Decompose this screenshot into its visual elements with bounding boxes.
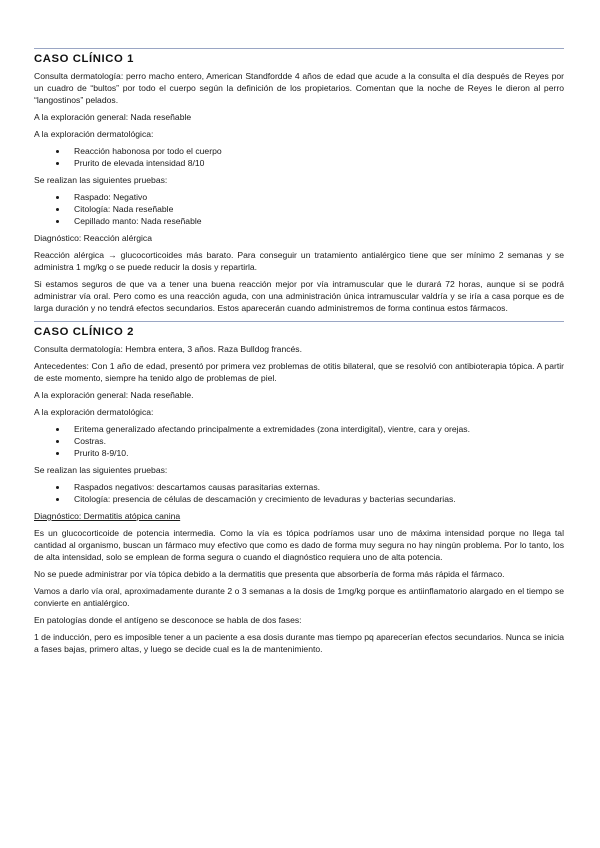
list-item: • Raspados negativos: descartamos causas parasitarias externas. <box>68 481 564 493</box>
case-2-tests-intro: Se realizan las siguientes pruebas: <box>34 465 168 475</box>
case-2-paragraph: 1 de inducción, pero es imposible tener a un paciente a esa dosis durante mas tiempo pq aparecerían efectos secundarios. Nunca se inicia a fases bajas, primero altas, y luego se decide cual es la de mantenimiento. <box>34 632 564 654</box>
case-2-paragraph: Es un glucocorticoide de potencia intermedia. Como la vía es tópica podríamos usar uno de máxima intensidad porque no llega tal cantidad al organismo, buscan un fármaco muy efectivo que como es dado de forma muy segura no hay ningún problema. Por lo tanto, los de alta intensidad, solo se emplean de forma segura o cuando el diagnóstico requiera uno de alta potencia. <box>34 528 564 562</box>
list-item: • Prurito de elevada intensidad 8/10 <box>68 157 564 169</box>
list-item: • Costras. <box>68 435 564 447</box>
section-divider <box>34 321 564 322</box>
case-1-general-exam: A la exploración general: Nada reseñable <box>34 112 192 122</box>
list-item: • Citología: Nada reseñable <box>68 203 564 215</box>
case-2-title: CASO CLÍNICO 2 <box>34 326 135 338</box>
list-item: • Cepillado manto: Nada reseñable <box>68 215 564 227</box>
list-item: • Reacción habonosa por todo el cuerpo <box>68 145 564 157</box>
case-2-paragraph: Vamos a darlo vía oral, aproximadamente durante 2 o 3 semanas a la dosis de 1mg/kg porque es antiinflamatorio alargado en el tiempo se convierte en antialérgico. <box>34 586 564 608</box>
list-item: • Citología: presencia de células de descamación y crecimiento de levaduras y bacterias secundarias. <box>68 493 564 505</box>
case-1-tests-intro: Se realizan las siguientes pruebas: <box>34 175 168 185</box>
case-2-paragraph: No se puede administrar por vía tópica debido a la dermatitis que presenta que absorbería de forma más rápida el fármaco. <box>34 569 505 579</box>
list-item: • Raspado: Negativo <box>68 191 564 203</box>
case-2-derm-list <box>34 423 564 459</box>
case-1-title: CASO CLÍNICO 1 <box>34 53 135 65</box>
case-2-consult: Consulta dermatología: Hembra entera, 3 años. Raza Bulldog francés. <box>34 344 302 354</box>
case-1-diagnosis: Diagnóstico: Reacción alérgica <box>34 233 152 243</box>
list-item: • Eritema generalizado afectando principalmente a extremidades (zona interdigital), vientre, cara y orejas. <box>68 423 564 435</box>
case-2-tests-list <box>34 481 564 505</box>
case-2-derm-intro: A la exploración dermatológica: <box>34 407 154 417</box>
case-1-paragraph: Si estamos seguros de que va a tener una buena reacción mejor por vía intramuscular que le durará 72 horas, aunque si se podrá administrar vía oral. Pero como es una reacción aguda, con una administración única intramuscular valdría y se iría a casa porque es de larga duración y no tendrá efectos secundarios. Estos aparecerán cuando administremos de forma continua estos fármacos. <box>34 279 564 313</box>
case-1-paragraph: Reacción alérgica → glucocorticoides más barato. Para conseguir un tratamiento antialérgico tiene que ser mínimo 2 semanas y se administra 1 mg/kg o se puede reducir la dosis y repartirla. <box>34 250 564 272</box>
case-2-diagnosis: Diagnóstico: Dermatitis atópica canina <box>34 511 181 521</box>
section-divider <box>34 48 564 49</box>
case-2-general-exam: A la exploración general: Nada reseñable. <box>34 390 194 400</box>
list-item: • Prurito 8-9/10. <box>68 447 564 459</box>
case-1-tests-list <box>34 191 564 227</box>
case-2-paragraph: En patologías donde el antígeno se desconoce se habla de dos fases: <box>34 615 302 625</box>
case-1-derm-list <box>34 145 564 169</box>
case-2-history: Antecedentes: Con 1 año de edad, presentó por primera vez problemas de otitis bilateral, que se resolvió con antibioterapia tópica. A partir de este momento, siempre ha tenido algo de problemas de piel. <box>34 361 564 383</box>
case-1-derm-intro: A la exploración dermatológica: <box>34 129 154 139</box>
case-1-consult: Consulta dermatología: perro macho entero, American Standfordde 4 años de edad que acude a la consulta el día después de Reyes por un cuadro de “bultos” por todo el cuerpo según la definición de los propietarios. Comentan que la noche de Reyes le dieron al perro “langostinos” pelados. <box>34 71 564 105</box>
